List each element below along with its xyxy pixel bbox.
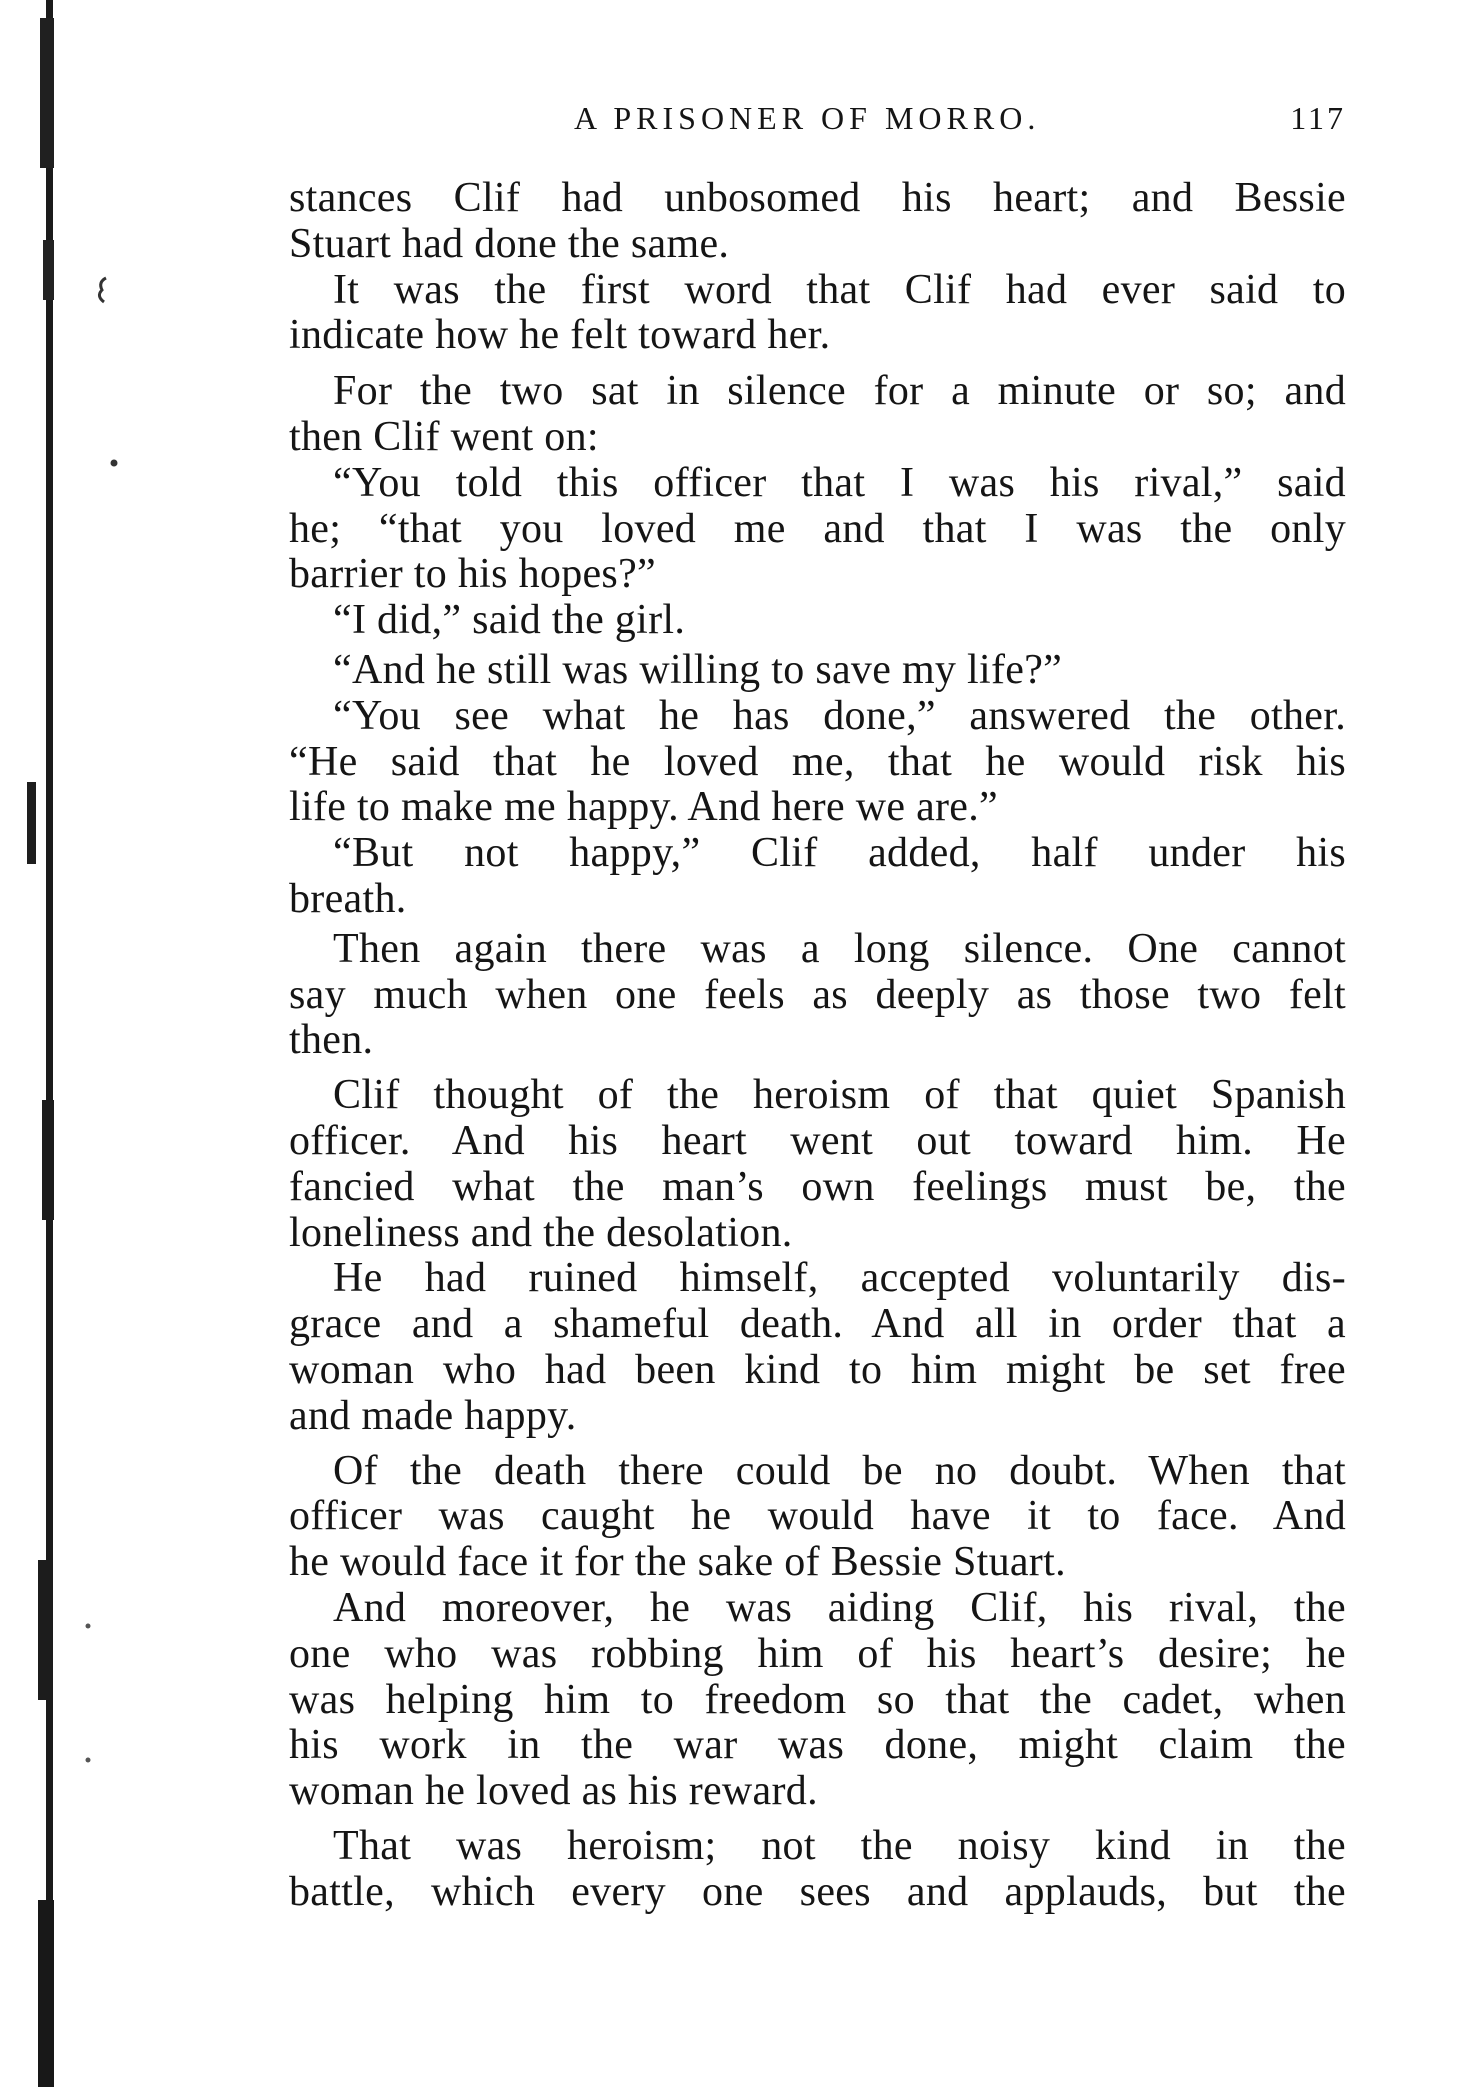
text-line: woman he loved as his reward. xyxy=(289,1769,818,1815)
text-line: battle, which every one sees and applauds, but the xyxy=(289,1869,1346,1915)
text-line: fancied what the man’s own feelings must be, the xyxy=(289,1164,1346,1210)
text-line: Of the death there could be no doubt. When that xyxy=(333,1448,1346,1494)
binding-thick-low xyxy=(38,1560,52,1700)
binding-shadow-bottom xyxy=(38,1900,54,2087)
text-line: Then again there was a long silence. One cannot xyxy=(333,926,1346,972)
ink-speck xyxy=(86,1624,91,1629)
text-line: woman who had been kind to him might be set free xyxy=(289,1347,1346,1393)
paragraph xyxy=(289,598,1346,644)
text-line: he; “that you loved me and that I was the only xyxy=(289,506,1346,552)
paragraph xyxy=(289,1073,1346,1256)
text-line: “I did,” said the girl. xyxy=(333,598,686,644)
text-line: he would face it for the sake of Bessie Stuart. xyxy=(289,1540,1066,1586)
paragraph xyxy=(289,1824,1346,1916)
paragraph xyxy=(289,268,1346,360)
ink-speck xyxy=(99,278,106,302)
page-number: 117 xyxy=(1290,100,1346,136)
paragraph xyxy=(289,461,1346,598)
text-line: life to make me happy. And here we are.” xyxy=(289,785,998,831)
paragraph xyxy=(289,176,1346,268)
text-line: loneliness and the desolation. xyxy=(289,1210,793,1256)
paragraph xyxy=(289,927,1346,1064)
paragraph xyxy=(289,1449,1346,1586)
text-line: “He said that he loved me, that he would risk his xyxy=(289,739,1346,785)
text-line: officer. And his heart went out toward him. He xyxy=(289,1118,1346,1164)
ink-speck xyxy=(111,460,118,467)
running-title: A PRISONER OF MORRO. xyxy=(574,100,1041,136)
text-line: “You see what he has done,” answered the other. xyxy=(333,693,1346,739)
text-line: And moreover, he was aiding Clif, his rival, the xyxy=(333,1585,1346,1631)
binding-edge xyxy=(0,0,130,2087)
text-line: stances Clif had unbosomed his heart; and Bessie xyxy=(289,176,1346,221)
text-line: grace and a shameful death. And all in order that a xyxy=(289,1302,1346,1348)
binding-notch xyxy=(43,240,54,300)
text-line: For the two sat in silence for a minute or so; and xyxy=(333,369,1346,415)
binding-bracket xyxy=(27,782,36,864)
text-line: officer was caught he would have it to face. And xyxy=(289,1494,1346,1540)
binding-shadow-top xyxy=(40,18,54,168)
text-line: Clif thought of the heroism of that quiet Spanish xyxy=(333,1073,1346,1119)
paragraph xyxy=(289,1256,1346,1439)
text-line: say much when one feels as deeply as those two felt xyxy=(289,972,1346,1018)
binding-line xyxy=(46,0,53,2087)
paragraph xyxy=(289,694,1346,831)
text-line: breath. xyxy=(289,876,407,922)
text-line: was helping him to freedom so that the cadet, when xyxy=(289,1677,1346,1723)
paragraph xyxy=(289,831,1346,923)
text-line: then. xyxy=(289,1018,374,1064)
text-line: Stuart had done the same. xyxy=(289,221,730,267)
text-line: He had ruined himself, accepted voluntarily dis- xyxy=(333,1256,1346,1302)
paragraph xyxy=(289,1586,1346,1815)
text-line: indicate how he felt toward her. xyxy=(289,313,831,359)
paragraph xyxy=(289,648,1346,694)
body-text xyxy=(289,176,1346,1915)
text-line: barrier to his hopes?” xyxy=(289,552,656,598)
text-line: “But not happy,” Clif added, half under his xyxy=(333,831,1346,877)
binding-thick-mid xyxy=(42,1100,54,1220)
text-line: his work in the war was done, might claim the xyxy=(289,1723,1346,1769)
text-line: and made happy. xyxy=(289,1393,577,1439)
ink-speck xyxy=(86,1758,91,1763)
text-line: then Clif went on: xyxy=(289,414,599,460)
text-line: That was heroism; not the noisy kind in the xyxy=(333,1823,1346,1869)
text-line: It was the first word that Clif had ever said to xyxy=(333,267,1346,313)
text-line: one who was robbing him of his heart’s desire; he xyxy=(289,1631,1346,1677)
paragraph xyxy=(289,369,1346,461)
text-line: “And he still was willing to save my life?” xyxy=(333,647,1063,693)
text-line: “You told this officer that I was his rival,” said xyxy=(333,460,1346,506)
